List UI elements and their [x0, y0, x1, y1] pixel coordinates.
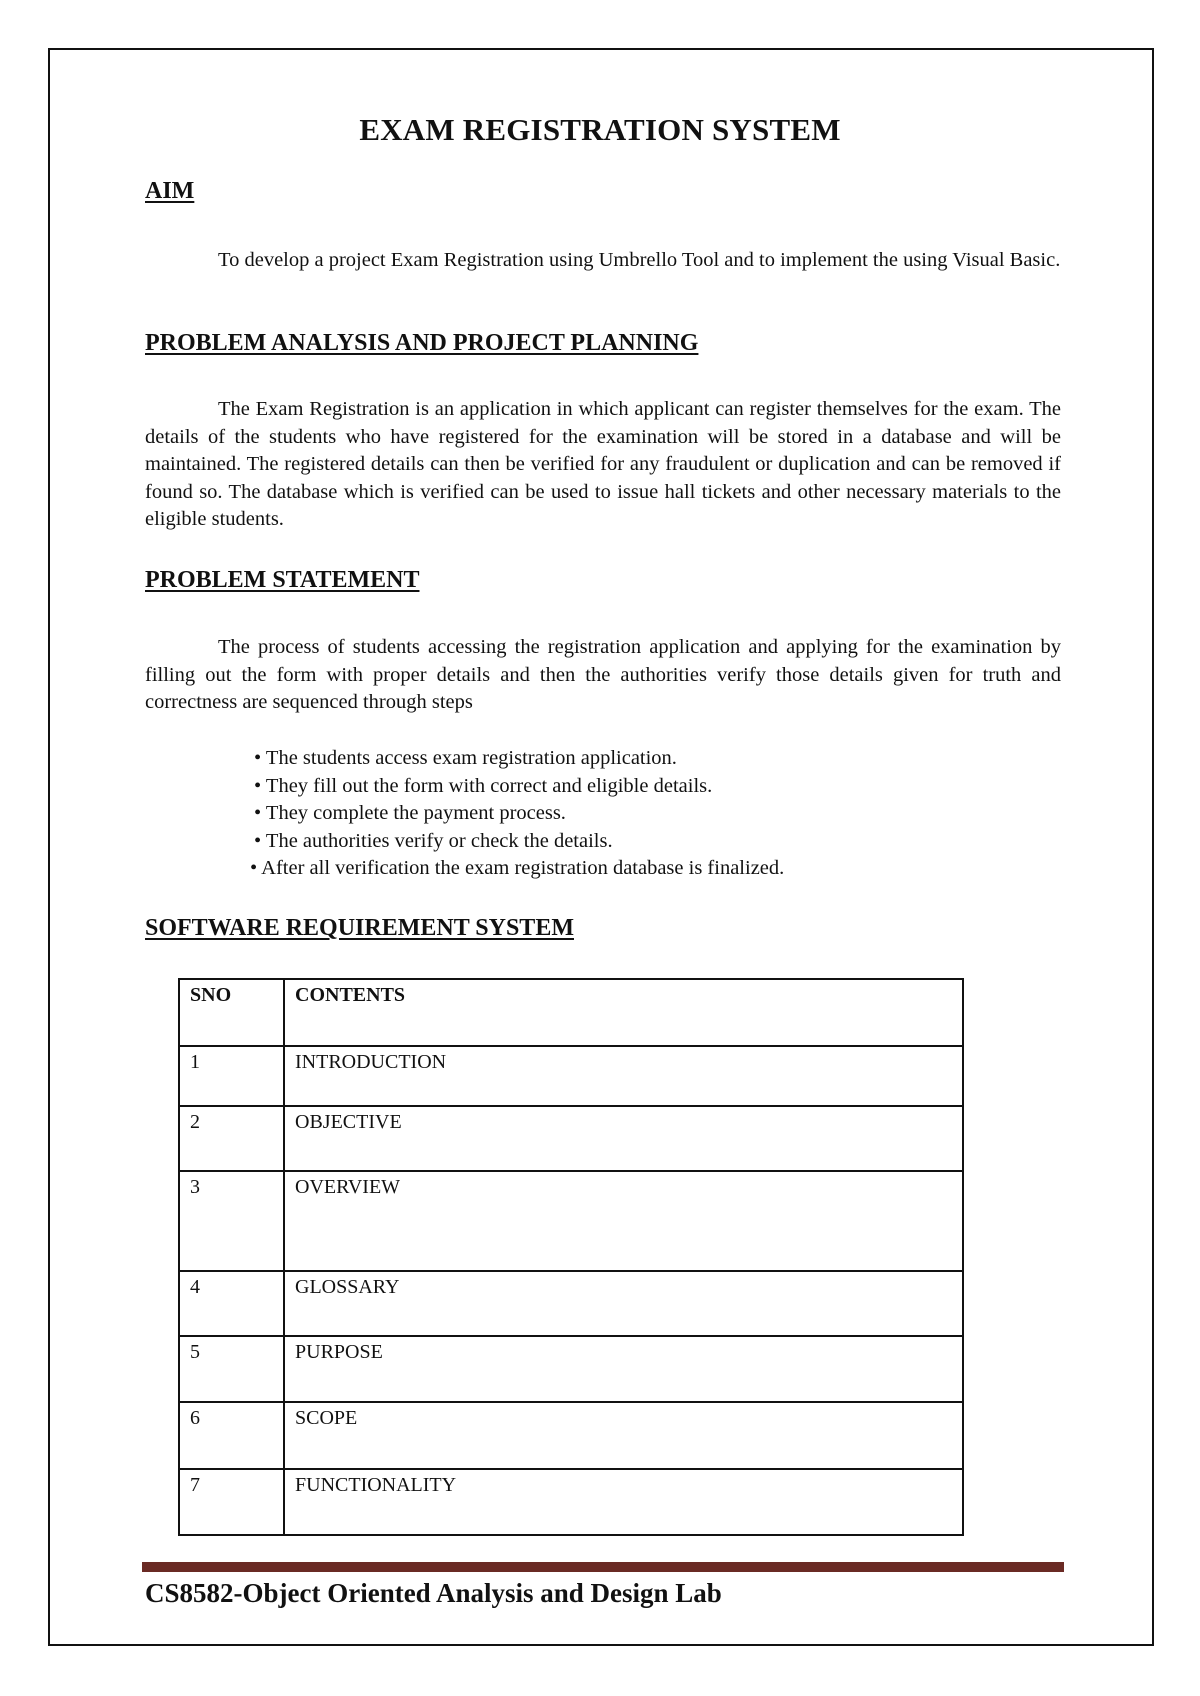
problem-statement-steps [250, 745, 784, 883]
cell-sno: 5 [179, 1336, 284, 1402]
table-header-row [179, 979, 963, 1046]
cell-contents: SCOPE [284, 1402, 963, 1469]
requirements-table [178, 978, 964, 1536]
step-item: • They complete the payment process. [254, 802, 566, 824]
table-row [179, 1046, 963, 1106]
table-row [179, 1469, 963, 1535]
table-row [179, 1171, 963, 1271]
step-item: • The authorities verify or check the details. [254, 829, 613, 852]
cell-contents: GLOSSARY [284, 1271, 963, 1336]
step-item: • After all verification the exam registration database is finalized. [250, 857, 785, 879]
header-contents: CONTENTS [284, 979, 963, 1046]
cell-contents: INTRODUCTION [284, 1046, 963, 1106]
header-sno: SNO [179, 979, 284, 1046]
cell-sno: 4 [179, 1271, 284, 1336]
cell-contents: OVERVIEW [284, 1171, 963, 1271]
aim-heading: AIM [145, 178, 195, 204]
cell-contents: PURPOSE [284, 1336, 963, 1402]
cell-sno: 6 [179, 1402, 284, 1469]
cell-contents: OBJECTIVE [284, 1106, 963, 1171]
cell-sno: 7 [179, 1469, 284, 1535]
table-row [179, 1271, 963, 1336]
problem-statement-text: The process of students accessing the registration application and applying for the examination by filling out the form with proper details and then the authorities verify those details given for truth and correctness are sequenced through steps [145, 636, 1061, 713]
document-title: EXAM REGISTRATION SYSTEM [359, 112, 841, 147]
step-item: • They fill out the form with correct and eligible details. [254, 774, 713, 797]
problem-analysis-text: The Exam Registration is an application in which applicant can register themselves for the exam. The details of the students who have registered for the examination will be stored in a database and will be maintained. The registered details can then be verified for any fraudulent or duplication and can be removed if found so. The database which is verified can be used to issue hall tickets and other necessary materials to the eligible students. [145, 398, 1061, 530]
footer-divider [142, 1562, 1064, 1572]
problem-statement-heading: PROBLEM STATEMENT [145, 567, 420, 593]
software-requirement-heading: SOFTWARE REQUIREMENT SYSTEM [145, 915, 574, 941]
cell-sno: 1 [179, 1046, 284, 1106]
cell-sno: 3 [179, 1171, 284, 1271]
cell-sno: 2 [179, 1106, 284, 1171]
table-row [179, 1402, 963, 1469]
table-row [179, 1106, 963, 1171]
problem-analysis-heading: PROBLEM ANALYSIS AND PROJECT PLANNING [145, 330, 699, 356]
footer-course-title: CS8582-Object Oriented Analysis and Design Lab [145, 1578, 722, 1608]
aim-text: To develop a project Exam Registration using Umbrello Tool and to implement the using Visual Basic. [218, 249, 1061, 271]
table-row [179, 1336, 963, 1402]
step-item: • The students access exam registration application. [254, 747, 677, 769]
cell-contents: FUNCTIONALITY [284, 1469, 963, 1535]
